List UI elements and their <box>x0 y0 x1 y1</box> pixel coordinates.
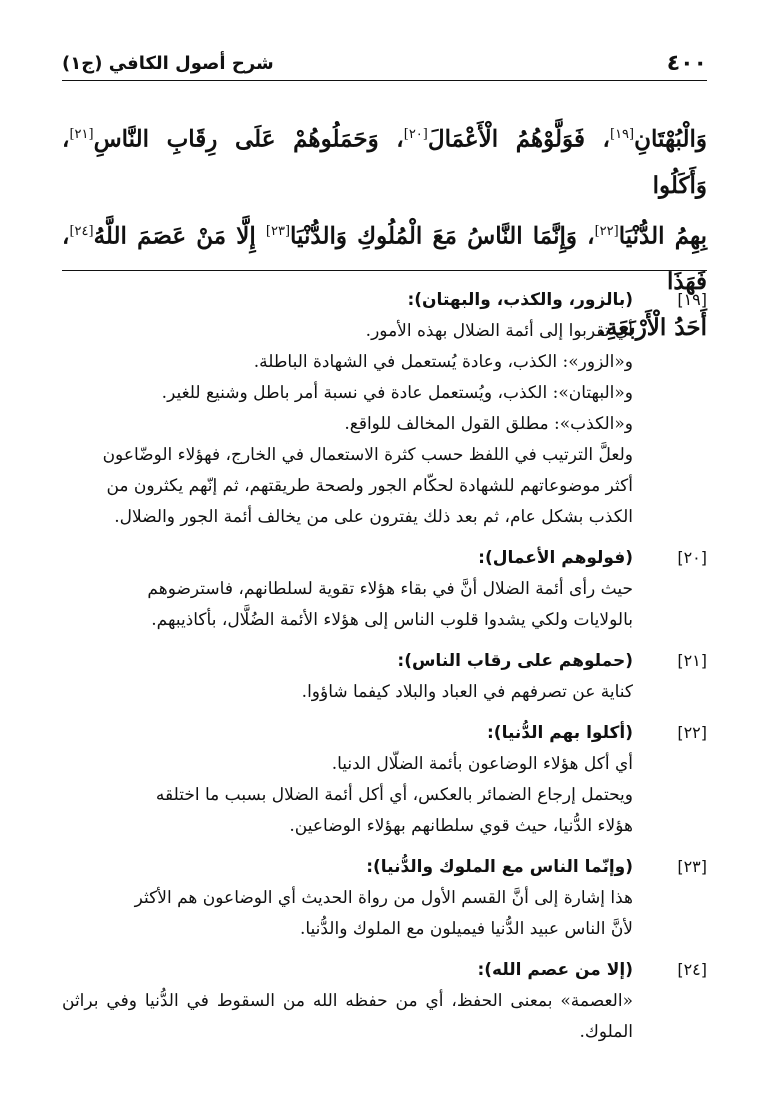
footnote-line: الكذب بشكل عام، ثم بعد ذلك يفترون على من يخالف أئمة الجور والضلال. <box>114 507 633 527</box>
footnote-line: و«الزور»: الكذب، وعادة يُستعمل في الشهادة الباطلة. <box>253 352 633 372</box>
footnote-number: [٢٢] <box>677 723 707 742</box>
footnote-number: [٢١] <box>677 651 707 670</box>
footnote-heading <box>62 542 707 574</box>
footnote-number: [٢٠] <box>677 548 707 567</box>
footnote-line: كناية عن تصرفهم في العباد والبلاد كيفما شاؤوا. <box>301 682 633 702</box>
footnote-heading <box>62 954 707 986</box>
footnote-line: لأنَّ الناس عبيد الدُّنيا فيميلون مع الملوك والدُّنيا. <box>299 919 633 939</box>
page-number: ٤٠٠ <box>666 50 707 76</box>
footnote-22 <box>62 717 707 842</box>
footnote-line: و«البهتان»: الكذب، ويُستعمل عادة في نسبة أمر باطل وشنيع للغير. <box>161 383 633 403</box>
text-segment: ، وَحَمَلُوهُمْ عَلَى رِقَابِ النَّاسِ <box>93 125 404 153</box>
footnote-ref[interactable]: [١٩] <box>609 127 635 142</box>
footnote-title: (فولوهم الأعمال): <box>478 548 633 568</box>
footnote-line: «العصمة» بمعنى الحفظ، أي من حفظه الله من السقوط في الدُّنيا وفي براثن الملوك. <box>62 991 633 1042</box>
footnote-ref[interactable]: [٢٣] <box>265 223 291 239</box>
footnote-number: [١٩] <box>677 290 707 309</box>
footnote-19 <box>62 284 707 533</box>
main-text-line <box>62 112 707 209</box>
footnote-ref[interactable]: [٢٢] <box>594 223 619 239</box>
footnote-title: (حملوهم على رقاب الناس): <box>397 651 633 671</box>
footnote-23 <box>62 851 707 945</box>
footnote-line: ويحتمل إرجاع الضمائر بالعكس، أي أكل أئمة الضلال بسبب ما اختلقه <box>155 785 633 805</box>
footnote-line: بالولايات ولكي يشدوا قلوب الناس إلى هؤلاء الأئمة الضُلَّال، بأكاذيبهم. <box>151 610 633 630</box>
footnote-24 <box>62 954 707 1048</box>
footnote-line: هؤلاء الدُّنيا، حيث قوي سلطانهم بهؤلاء الوضاعين. <box>289 816 633 836</box>
text-segment: إِلَّا مَنْ عَصَمَ اللَّهُ <box>93 222 266 250</box>
footnote-line: هذا إشارة إلى أنَّ القسم الأول من رواة الحديث أي الوضاعون هم الأكثر <box>134 888 633 908</box>
footnote-heading <box>62 645 707 677</box>
footnote-line: أكثر موضوعاتهم للشهادة لحكّام الجور ولصحة طريقتهم، ثم إنّهم يكثرون من <box>106 476 633 496</box>
footnote-heading <box>62 284 707 316</box>
footnote-21 <box>62 645 707 708</box>
main-text-line: أَحَدُ الْأَرْبَعَةِ. <box>597 314 707 342</box>
footnote-ref[interactable]: [٢٤] <box>69 223 94 239</box>
footnote-line: و«الكذب»: مطلق القول المخالف للواقع. <box>344 414 633 434</box>
text-segment: ، وَأَكَلُوا <box>62 125 707 199</box>
text-segment: بِهِمُ الدُّنْيَا <box>618 222 708 250</box>
footnote-title: (إلا من عصم الله): <box>477 960 633 980</box>
footnotes <box>62 284 707 1057</box>
footnote-line: أي أكل هؤلاء الوضاعون بأئمة الضلّال الدنيا. <box>331 754 633 774</box>
footnote-number: [٢٣] <box>677 857 707 876</box>
footnote-ref[interactable]: [٢٠] <box>403 127 428 142</box>
page-header <box>62 46 707 81</box>
footnote-title: (وإنّما الناس مع الملوك والدُّنيا): <box>366 857 633 877</box>
footnote-title: (بالزور، والكذب، والبهتان): <box>407 290 633 310</box>
text-segment: ، وَإِنَّمَا النَّاسُ مَعَ الْمُلُوكِ وَالدُّنْيَا <box>290 222 595 250</box>
footnote-heading <box>62 717 707 749</box>
footnote-number: [٢٤] <box>677 960 707 979</box>
footnote-line: أي تقربوا إلى أئمة الضلال بهذه الأمور. <box>365 321 633 341</box>
text-segment: ، فَهَذَا <box>62 222 707 296</box>
footnote-ref[interactable]: [٢١] <box>69 127 94 142</box>
footnote-divider <box>62 270 707 271</box>
footnote-line: ولعلَّ الترتيب في اللفظ حسب كثرة الاستعمال في الخارج، فهؤلاء الوضّاعون <box>102 445 633 465</box>
footnote-line: حيث رأى أئمة الضلال أنَّ في بقاء هؤلاء تقوية لسلطانهم، فاسترضوهم <box>147 579 633 599</box>
text-segment: ، فَوَلَّوْهُمُ الْأَعْمَالَ <box>427 125 610 153</box>
running-title: شرح أصول الكافي (ج١) <box>62 52 274 74</box>
footnote-heading <box>62 851 707 883</box>
footnote-title: (أكلوا بهم الدُّنيا): <box>487 723 633 743</box>
text-segment: وَالْبُهْتَانِ <box>634 125 707 153</box>
footnote-20 <box>62 542 707 636</box>
